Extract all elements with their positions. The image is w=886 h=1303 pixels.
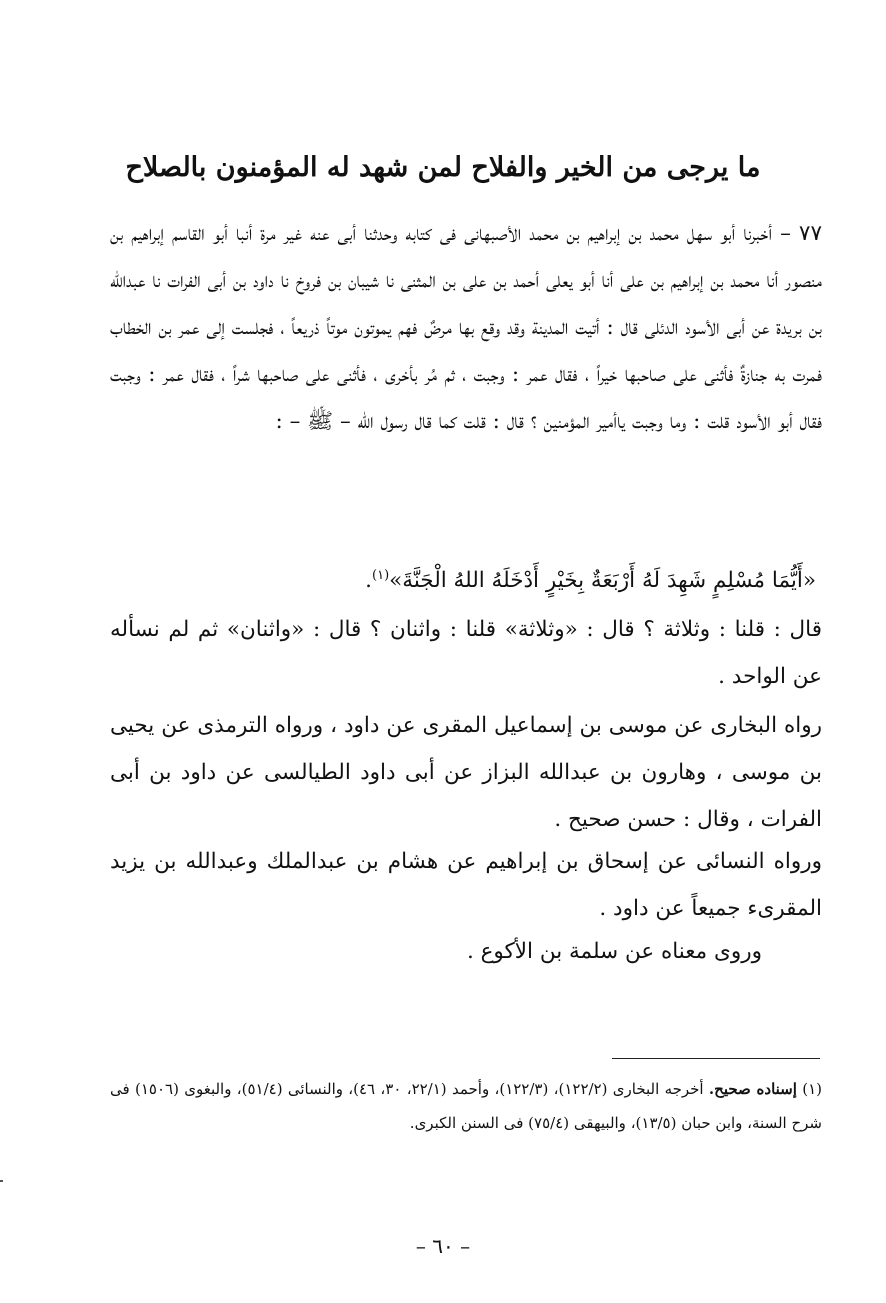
page-title: ما يرجى من الخير والفلاح لمن شهد له المؤمنون بالصلاح [125, 152, 761, 184]
hadith-footnote-ref: (١) [372, 568, 390, 583]
paragraph-questions: قال : قلنا : وثلاثة ؟ قال : «وثلاثة» قلنا : واثنان ؟ قال : «واثنان» ثم لم نسأله عن الواحد . [110, 617, 822, 689]
hadith-end: . [365, 568, 372, 594]
footnote-grade: إسناده صحيح. [708, 1080, 797, 1098]
paragraph-bukhari: رواه البخارى عن موسى بن إسماعيل المقرى عن داود ، ورواه الترمذى عن يحيى بن موسى ، وهارون بن عبدالله البزاز عن أبى داود الطيالسى عن داود بن أبى الفرات ، وقال : حسن صحيح . [110, 713, 822, 832]
footnote-number: (١) [802, 1080, 822, 1098]
hadith-text [110, 552, 816, 604]
margin-mark [0, 1180, 3, 1182]
paragraph-nasai: ورواه النسائى عن إسحاق بن إبراهيم عن هشام بن عبدالملك وعبدالله بن يزيد المقرىء جميعاً عن داود . [110, 849, 822, 921]
footnote-text: أخرجه البخارى (١٢٢/٢)، (١٢٢/٣)، وأحمد (٢٢/١، ٣٠، ٤٦)، والنسائى (٥١/٤)، والبغوى (١٥٠٦) فى شرح السنة، وابن حبان (١٣/٥)، والبيهقى (٧٥/٤) فى السنن الكبرى. [110, 1080, 822, 1132]
footnote [110, 1072, 822, 1140]
hadith-quote: «أَيُّمَا مُسْلِمٍ شَهِدَ لَهُ أَرْبَعَةٌ بِخَيْرٍ أَدْخَلَهُ اللهُ الْجَنَّةَ» [389, 568, 816, 594]
page-number: – ٦٠ – [415, 1234, 471, 1258]
paragraph-isnad: ٧٧ – أخبرنا أبو سهل محمد بن إبراهيم بن محمد الأصبهانى فى كتابه وحدثنا أبى عنه غير مرة أنبا أبو القاسم إبراهيم بن منصور أنا محمد بن إبراهيم بن على أنا أبو يعلى أحمد بن على بن المثنى نا شيبان بن فروخ نا داود بن أبى الفرات نا عبدالله بن بريدة عن أبى الأسود الدئلى قال : أتيت المدينة وقد وقع بها مرضٌ فهم يموتون موتاً ذريعاً ، فجلست إلى عمر بن الخطاب فمرت به جنازةٌ فأثنى على صاحبها خيراً ، فقال عمر : وجبت ، ثم مُر بأخرى ، فأثنى على صاحبها شراً ، فقال عمر : وجبت فقال أبو الأسود قلت : وما وجبت ياأمير المؤمنين ؟ قال : قلت كما قال رسول الله – ﷺ – : [110, 221, 822, 434]
footnote-divider [612, 1058, 820, 1059]
paragraph-salama: وروى معناه عن سلمة بن الأكوع . [466, 939, 762, 964]
